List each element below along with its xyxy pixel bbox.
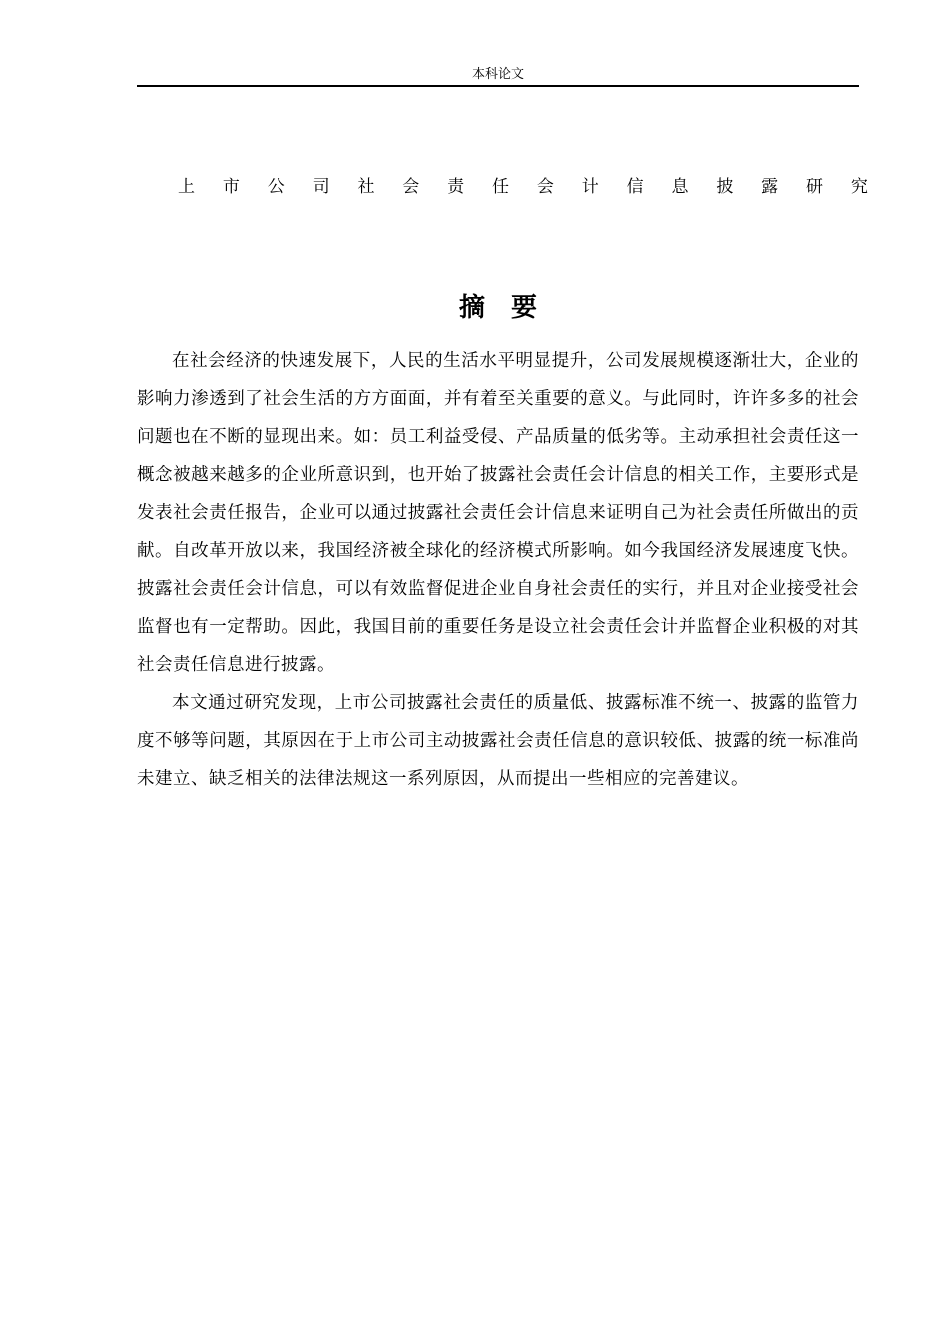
abstract-paragraph-1: 在社会经济的快速发展下，人民的生活水平明显提升，公司发展规模逐渐壮大，企业的影响力渗透到了社会生活的方方面面，并有着至关重要的意义。与此同时，许许多多的社会问题也在不断的显现出来。如：员工利益受侵、产品质量的低劣等。主动承担社会责任这一概念被越来越多的企业所意识到，也开始了披露社会责任会计信息的相关工作，主要形式是发表社会责任报告，企业可以通过披露社会责任会计信息来证明自己为社会责任所做出的贡献。自改革开放以来，我国经济被全球化的经济模式所影响。如今我国经济发展速度飞快。披露社会责任会计信息，可以有效监督促进企业自身社会责任的实行，并且对企业接受社会监督也有一定帮助。因此，我国目前的重要任务是设立社会责任会计并监督企业积极的对其社会责任信息进行披露。 — [137, 351, 859, 675]
abstract-paragraph-2: 本文通过研究发现，上市公司披露社会责任的质量低、披露标准不统一、披露的监管力度不够等问题，其原因在于上市公司主动披露社会责任信息的意识较低、披露的统一标准尚未建立、缺乏相关的法律法规这一系列原因，从而提出一些相应的完善建议。 — [137, 693, 859, 789]
paper-title-char: 披 — [716, 177, 734, 197]
paper-title-char: 司 — [312, 177, 330, 197]
paper-title-char: 上 — [178, 177, 195, 197]
paper-title-char: 研 — [806, 177, 824, 197]
paper-title-char: 息 — [671, 177, 689, 197]
paper-title-char: 会 — [536, 177, 554, 197]
paper-title-char: 露 — [761, 177, 779, 197]
abstract-body — [137, 342, 859, 798]
paper-title-char: 信 — [626, 177, 644, 197]
running-header: 本科论文 — [471, 67, 524, 82]
paper-title-char: 究 — [850, 177, 868, 197]
paper-title-char: 计 — [581, 177, 599, 197]
paper-title-char: 社 — [357, 177, 375, 197]
paper-title — [178, 175, 868, 199]
paper-title-char: 市 — [222, 177, 240, 197]
paper-title-char: 任 — [492, 177, 510, 197]
paper-title-char: 责 — [447, 177, 465, 197]
abstract-heading: 摘要 — [458, 293, 563, 323]
paper-title-char: 公 — [267, 177, 285, 197]
paper-title-char: 会 — [402, 177, 420, 197]
header-rule — [137, 85, 859, 87]
